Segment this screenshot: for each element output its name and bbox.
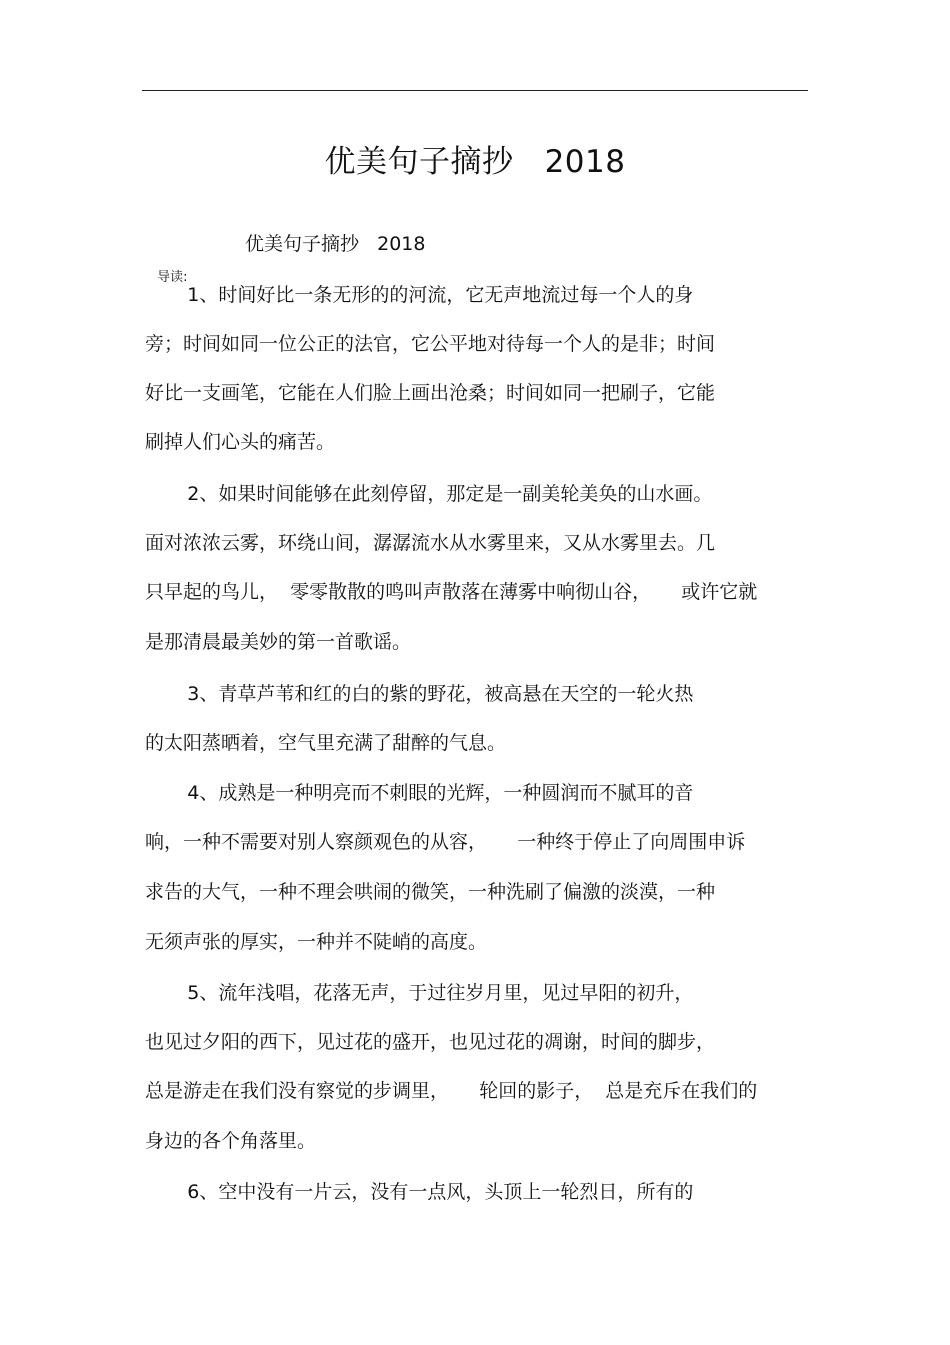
body-line: 5、流年浅唱，花落无声，于过往岁月里，见过早阳的初升， xyxy=(145,982,694,1004)
body-line: 3、青草芦苇和红的白的紫的野花，被高悬在天空的一轮火热 xyxy=(145,683,694,705)
intro-label: 导读: xyxy=(157,270,188,285)
body-line: 是那清晨最美妙的第一首歌谣。 xyxy=(145,631,412,653)
body-line: 旁；时间如同一位公正的法官，它公平地对待每一个人的是非；时间 xyxy=(145,333,716,355)
body-line: 1、时间好比一条无形的的河流，它无声地流过每一个人的身 xyxy=(145,284,694,306)
body-line: 无须声张的厚实，一种并不陡峭的高度。 xyxy=(145,931,488,953)
body-line: 刷掉人们心头的痛苦。 xyxy=(145,431,336,453)
header-rule xyxy=(142,90,808,91)
document-title: 优美句子摘抄 2018 xyxy=(324,144,626,180)
body-line: 响，一种不需要对别人察颜观色的从容， 一种终于停止了向周围申诉 xyxy=(145,831,746,853)
intro-text: 优美句子摘抄 2018 xyxy=(245,233,426,255)
body-line: 4、成熟是一种明亮而不刺眼的光辉，一种圆润而不腻耳的音 xyxy=(145,782,694,804)
body-line: 求告的大气，一种不理会哄闹的微笑，一种洗刷了偏激的淡漠，一种 xyxy=(145,881,716,903)
body-line: 也见过夕阳的西下，见过花的盛开，也见过花的凋谢，时间的脚步， xyxy=(145,1031,716,1053)
body-line: 只早起的鸟儿， 零零散散的鸣叫声散落在薄雾中响彻山谷， 或许它就 xyxy=(145,581,758,603)
body-line: 身边的各个角落里。 xyxy=(145,1130,317,1152)
body-line: 6、空中没有一片云，没有一点风，头顶上一轮烈日，所有的 xyxy=(145,1181,694,1203)
body-line: 总是游走在我们没有察觉的步调里， 轮回的影子， 总是充斥在我们的 xyxy=(145,1080,758,1102)
intro-line xyxy=(145,228,426,285)
body-line: 2、如果时间能够在此刻停留，那定是一副美轮美奂的山水画。 xyxy=(145,483,713,505)
body-line: 好比一支画笔，它能在人们脸上画出沧桑；时间如同一把刷子，它能 xyxy=(145,382,716,404)
body-line: 的太阳蒸晒着，空气里充满了甜醉的气息。 xyxy=(145,732,507,754)
body-line: 面对浓浓云雾，环绕山间，潺潺流水从水雾里来，又从水雾里去。几 xyxy=(145,532,716,554)
